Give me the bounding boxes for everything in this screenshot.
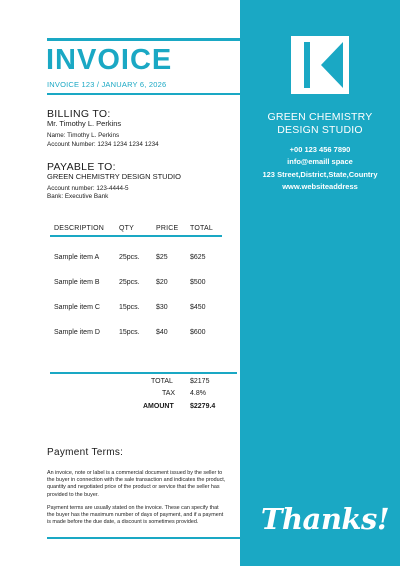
- row-price: $25: [156, 254, 168, 261]
- row-total: $600: [190, 329, 206, 336]
- top-rule: [47, 38, 240, 41]
- payment-terms-heading: Payment Terms:: [47, 447, 124, 458]
- row-total: $450: [190, 304, 206, 311]
- table-header-rule: [50, 235, 222, 237]
- invoice-title: INVOICE: [46, 44, 173, 76]
- bottom-rule: [47, 537, 240, 539]
- row-qty: 25pcs.: [119, 254, 140, 261]
- thanks-text: Thanks!: [260, 502, 390, 536]
- sidebar-panel: [240, 0, 400, 566]
- total-label: TOTAL: [151, 378, 173, 385]
- billing-recipient: Mr. Timothy L. Perkins: [47, 119, 122, 128]
- billing-name: Name: Timothy L. Perkins: [47, 132, 120, 139]
- company-name-line-2: DESIGN STUDIO: [277, 124, 363, 136]
- billing-heading: BILLING TO:: [47, 108, 111, 120]
- tax-label: TAX: [162, 390, 176, 397]
- row-price: $20: [156, 279, 168, 286]
- totals-rule: [50, 372, 237, 374]
- tax-value: 4.8%: [190, 390, 206, 397]
- row-description: Sample item D: [54, 329, 100, 336]
- row-description: Sample item A: [54, 254, 100, 261]
- billing-account: Account Number: 1234 1234 1234 1234: [47, 141, 159, 148]
- column-header-total: TOTAL: [190, 225, 213, 232]
- column-header-price: PRICE: [156, 225, 179, 232]
- payable-company: GREEN CHEMISTRY DESIGN STUDIO: [47, 172, 181, 181]
- row-total: $500: [190, 279, 206, 286]
- row-price: $30: [156, 304, 168, 311]
- company-name-line-1: GREEN CHEMISTRY: [267, 111, 373, 123]
- row-qty: 15pcs.: [119, 329, 140, 336]
- row-description: Sample item B: [54, 279, 100, 286]
- invoice-subtitle: INVOICE 123 / JANUARY 6, 2026: [47, 80, 167, 89]
- payable-heading: PAYABLE TO:: [47, 161, 116, 173]
- row-qty: 25pcs.: [119, 279, 140, 286]
- column-header-description: DESCRIPTION: [54, 225, 105, 232]
- total-value: $2175: [190, 378, 210, 385]
- street-address: 123 Street,District,State,Country: [262, 169, 378, 179]
- row-price: $40: [156, 329, 168, 336]
- phone-number: +00 123 456 7890: [289, 145, 351, 154]
- website-address: www.websiteaddress: [282, 181, 358, 191]
- contact-info: [244, 144, 396, 193]
- email-address: info@emaill space: [287, 157, 353, 167]
- column-header-qty: QTY: [119, 225, 134, 232]
- payment-terms-paragraph-1: An invoice, note or label is a commercial document issued by the seller to the buyer in connection with the sale transaction and indicates the product, quantity and negotiated price of the product or service that the seller has provided to the buyer.: [47, 470, 226, 498]
- row-description: Sample item C: [54, 304, 100, 311]
- k-chevron-logo-icon: [291, 36, 349, 94]
- header-rule: [47, 93, 240, 95]
- amount-label: AMOUNT: [143, 403, 174, 410]
- row-qty: 15pcs.: [119, 304, 140, 311]
- company-name: [248, 111, 392, 137]
- payment-terms-paragraph-2: Payment terms are usually stated on the invoice. These can specify that the buyer has the maximum number of days of payment, and if a payment is made before the due date, a discount is sometimes provided.: [47, 505, 224, 526]
- amount-value: $2279.4: [190, 403, 216, 410]
- payable-account: Account number: 123-4444-5: [47, 185, 129, 192]
- payable-bank: Bank: Executive Bank: [47, 193, 109, 200]
- row-total: $625: [190, 254, 206, 261]
